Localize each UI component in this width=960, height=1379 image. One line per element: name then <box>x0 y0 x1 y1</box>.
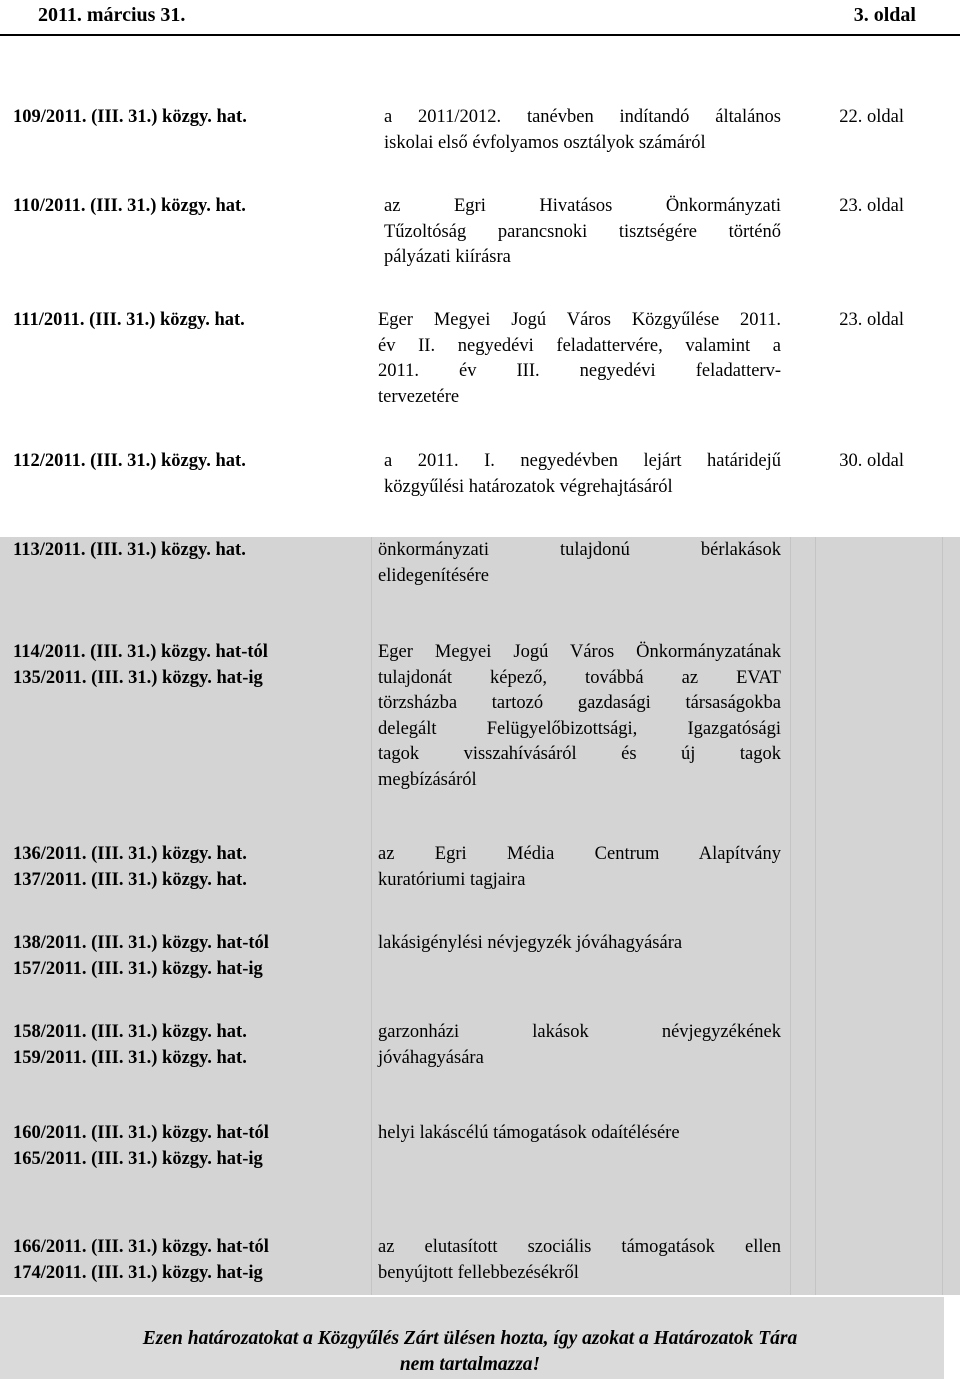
resolution-number-line: 109/2011. (III. 31.) közgy. hat. <box>13 107 247 127</box>
resolution-number-line: 138/2011. (III. 31.) közgy. hat-tól <box>13 933 269 953</box>
resolution-number <box>13 1020 373 1071</box>
resolution-number-line: 136/2011. (III. 31.) közgy. hat. <box>13 844 247 864</box>
resolution-number <box>13 538 373 564</box>
resolution-number <box>13 105 373 131</box>
resolution-subject <box>384 105 781 156</box>
resolution-number-line: 157/2011. (III. 31.) közgy. hat-ig <box>13 958 263 979</box>
resolution-subject-line: Tűzoltóság parancsnoki tisztségére történő <box>384 221 781 242</box>
page-reference: 22. oldal <box>839 107 904 127</box>
column-divider <box>790 537 791 1295</box>
page-header <box>0 0 960 36</box>
page-reference: 23. oldal <box>839 196 904 216</box>
resolution-number-line: 111/2011. (III. 31.) közgy. hat. <box>13 310 245 330</box>
footer-note-line: Ezen határozatokat a Közgyűlés Zárt ülésen hozta, így azokat a Határozatok Tára <box>142 1328 798 1349</box>
resolution-subject <box>378 640 781 793</box>
column-divider <box>815 537 816 1295</box>
resolution-subject-line: közgyűlési határozatok végrehajtásáról <box>384 476 673 497</box>
resolution-subject-line: tulajdonát képező, továbbá az EVAT <box>378 667 781 688</box>
resolution-subject-line: 2011. év III. negyedévi feladatterv- <box>378 361 781 381</box>
resolution-number-line: 110/2011. (III. 31.) közgy. hat. <box>13 196 246 216</box>
resolution-subject-line: év II. negyedévi feladattervére, valamint a <box>378 335 781 356</box>
resolution-number <box>13 194 373 220</box>
resolution-subject-line: elidegenítésére <box>378 565 489 586</box>
resolution-subject-line: iskolai első évfolyamos osztályok számáról <box>384 132 706 153</box>
resolution-subject-line: tagok visszahívásáról és új tagok <box>378 744 781 764</box>
resolution-number-line: 112/2011. (III. 31.) közgy. hat. <box>13 451 246 471</box>
resolution-subject <box>378 1020 781 1071</box>
resolution-subject-line: delegált Felügyelőbizottsági, Igazgatósági <box>378 718 781 739</box>
resolution-number <box>13 449 373 475</box>
resolution-subject-line: Eger Megyei Jogú Város Önkormányzatának <box>378 642 781 662</box>
resolution-subject <box>378 1235 781 1286</box>
resolution-subject <box>384 194 781 271</box>
resolution-subject <box>378 931 781 957</box>
footer-note <box>20 1326 920 1378</box>
resolution-number-line: 165/2011. (III. 31.) közgy. hat-ig <box>13 1148 263 1169</box>
resolution-subject-line: az elutasított szociális támogatások ellen <box>378 1237 781 1257</box>
resolution-number-line: 159/2011. (III. 31.) közgy. hat. <box>13 1047 247 1068</box>
resolution-number-line: 160/2011. (III. 31.) közgy. hat-tól <box>13 1123 269 1143</box>
resolution-number <box>13 1121 373 1172</box>
resolution-subject-line: lakásigénylési névjegyzék jóváhagyására <box>378 933 683 953</box>
resolution-subject <box>378 842 781 893</box>
resolution-subject-line: megbízásáról <box>378 769 477 790</box>
resolution-number-line: 158/2011. (III. 31.) közgy. hat. <box>13 1022 247 1042</box>
page-reference: 30. oldal <box>839 451 904 471</box>
resolution-subject-line: benyújtott fellebbezésékről <box>378 1262 579 1283</box>
resolution-subject-line: az Egri Média Centrum Alapítvány <box>378 844 781 864</box>
resolution-subject-line: tervezetére <box>378 386 460 407</box>
resolution-number-line: 137/2011. (III. 31.) közgy. hat. <box>13 869 247 890</box>
resolution-subject-line: jóváhagyására <box>378 1047 484 1068</box>
resolution-subject-line: Eger Megyei Jogú Város Közgyűlése 2011. <box>378 310 781 330</box>
resolution-number-line: 114/2011. (III. 31.) közgy. hat-tól <box>13 642 268 662</box>
resolution-number-line: 174/2011. (III. 31.) közgy. hat-ig <box>13 1262 263 1283</box>
resolution-number-line: 135/2011. (III. 31.) közgy. hat-ig <box>13 667 263 688</box>
resolution-subject-line: a 2011/2012. tanévben indítandó általános <box>384 107 781 127</box>
resolution-subject-line: pályázati kiírásra <box>384 247 511 267</box>
resolution-number-line: 166/2011. (III. 31.) közgy. hat-tól <box>13 1237 269 1257</box>
resolution-subject <box>378 538 781 589</box>
footer-note-line: nem tartalmazza! <box>399 1354 541 1375</box>
resolution-subject <box>378 308 781 410</box>
column-divider <box>942 537 943 1295</box>
resolution-number <box>13 1235 373 1286</box>
resolution-number <box>13 931 373 982</box>
resolution-subject-line: helyi lakáscélú támogatások odaítélésére <box>378 1123 680 1143</box>
resolution-number <box>13 640 373 691</box>
resolution-number <box>13 842 373 893</box>
issue-date: 2011. március 31. <box>38 4 186 26</box>
resolution-subject-line: a 2011. I. negyedévben lejárt határidejű <box>384 451 781 471</box>
resolution-number-line: 113/2011. (III. 31.) közgy. hat. <box>13 540 246 560</box>
resolution-subject-line: az Egri Hivatásos Önkormányzati <box>384 196 781 216</box>
resolution-subject-line: önkormányzati tulajdonú bérlakások <box>378 540 781 560</box>
resolution-subject <box>384 449 781 500</box>
page-reference: 23. oldal <box>839 310 904 330</box>
header-page-number: 3. oldal <box>853 4 916 26</box>
resolution-number <box>13 308 373 334</box>
resolution-subject-line: törzsházba tartozó gazdasági társaságokba <box>378 693 781 713</box>
resolution-subject-line: kuratóriumi tagjaira <box>378 869 526 890</box>
resolution-subject <box>378 1121 781 1147</box>
resolution-subject-line: garzonházi lakások névjegyzékének <box>378 1022 781 1042</box>
